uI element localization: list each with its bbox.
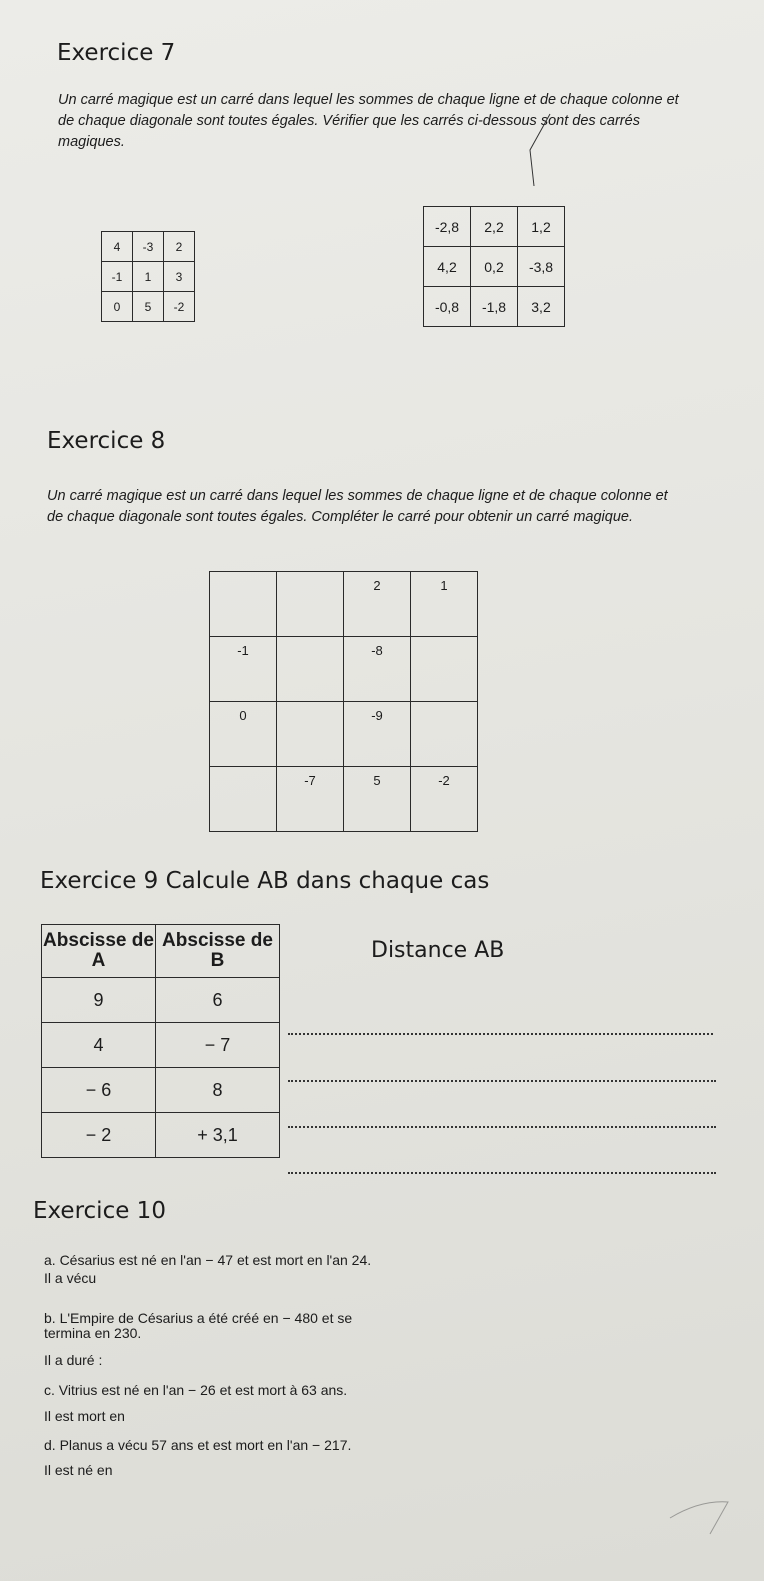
cell: -1 (102, 262, 133, 292)
cell: -7 (277, 767, 344, 832)
header-abscisse-a: Abscisse de A (42, 925, 156, 978)
cell[interactable] (411, 637, 478, 702)
cell: 5 (133, 292, 164, 322)
cell: -3 (133, 232, 164, 262)
ex10-title: Exercice 10 (33, 1198, 166, 1224)
ex8-title: Exercice 8 (47, 428, 166, 454)
distance-label: Distance AB (371, 938, 505, 963)
cell: 1 (411, 572, 478, 637)
ex10-b1: b. L'Empire de Césarius a été créé en − 480 et se (44, 1310, 353, 1326)
cell: 6 (156, 978, 280, 1023)
ex10-a2: Il a vécu (44, 1270, 97, 1286)
answer-line-2[interactable] (288, 1080, 716, 1082)
cell: 2,2 (471, 207, 518, 247)
ex8-text: Un carré magique est un carré dans lequel les sommes de chaque ligne et de chaque colonne et de chaque diagonale sont toutes égales. Compléter le carré pour obtenir un carré magique. (47, 488, 668, 525)
cell: -3,8 (518, 247, 565, 287)
ex7-title: Exercice 7 (57, 40, 176, 66)
cell: 3,2 (518, 287, 565, 327)
ex10-d1: d. Planus a vécu 57 ans et est mort en l'an − 217. (44, 1437, 352, 1453)
cell[interactable] (210, 767, 277, 832)
cell: -1 (210, 637, 277, 702)
cell: 9 (42, 978, 156, 1023)
ex10-a1: a. Césarius est né en l'an − 47 et est mort en l'an 24. (44, 1252, 372, 1268)
cell: 4,2 (424, 247, 471, 287)
cell: -2 (411, 767, 478, 832)
ex10-b2: termina en 230. (44, 1325, 142, 1341)
cell: 1 (133, 262, 164, 292)
cell[interactable] (277, 637, 344, 702)
cell: -1,8 (471, 287, 518, 327)
cell: − 6 (42, 1068, 156, 1113)
magic-square-1 (101, 231, 195, 322)
cell: 2 (164, 232, 195, 262)
answer-line-3[interactable] (288, 1126, 716, 1128)
cell[interactable] (277, 702, 344, 767)
ex9-title: Exercice 9 Calcule AB dans chaque cas (40, 868, 490, 894)
ex10-d2: Il est né en (44, 1462, 113, 1478)
answer-line-1[interactable] (288, 1033, 713, 1035)
cell: + 3,1 (156, 1113, 280, 1158)
cell: 5 (344, 767, 411, 832)
cell: 1,2 (518, 207, 565, 247)
ex9-table (41, 924, 280, 1158)
cell: 0 (102, 292, 133, 322)
ex10-b3: Il a duré : (44, 1352, 103, 1368)
cell: -2,8 (424, 207, 471, 247)
cell[interactable] (411, 702, 478, 767)
cell: 4 (102, 232, 133, 262)
pen-stroke (520, 110, 560, 190)
magic-square-3 (209, 571, 478, 832)
header-abscisse-b: Abscisse de B (156, 925, 280, 978)
ex10-c2: Il est mort en (44, 1408, 125, 1424)
magic-square-2 (423, 206, 565, 327)
cell: -8 (344, 637, 411, 702)
cell: 8 (156, 1068, 280, 1113)
cell: -0,8 (424, 287, 471, 327)
cell: 2 (344, 572, 411, 637)
cell: 0 (210, 702, 277, 767)
cell: − 7 (156, 1023, 280, 1068)
cell: 4 (42, 1023, 156, 1068)
cell[interactable] (277, 572, 344, 637)
cell: -2 (164, 292, 195, 322)
cell: 3 (164, 262, 195, 292)
cell: -9 (344, 702, 411, 767)
cell: 0,2 (471, 247, 518, 287)
answer-line-4[interactable] (288, 1172, 716, 1174)
pen-stroke-2 (660, 1490, 740, 1540)
ex7-text: Un carré magique est un carré dans lequel les sommes de chaque ligne et de chaque colonne et de chaque diagonale sont toutes égales. Vérifier que les carrés ci-dessous sont des carrés magiques. (58, 92, 679, 150)
cell: − 2 (42, 1113, 156, 1158)
ex10-c1: c. Vitrius est né en l'an − 26 et est mort à 63 ans. (44, 1382, 348, 1398)
cell[interactable] (210, 572, 277, 637)
